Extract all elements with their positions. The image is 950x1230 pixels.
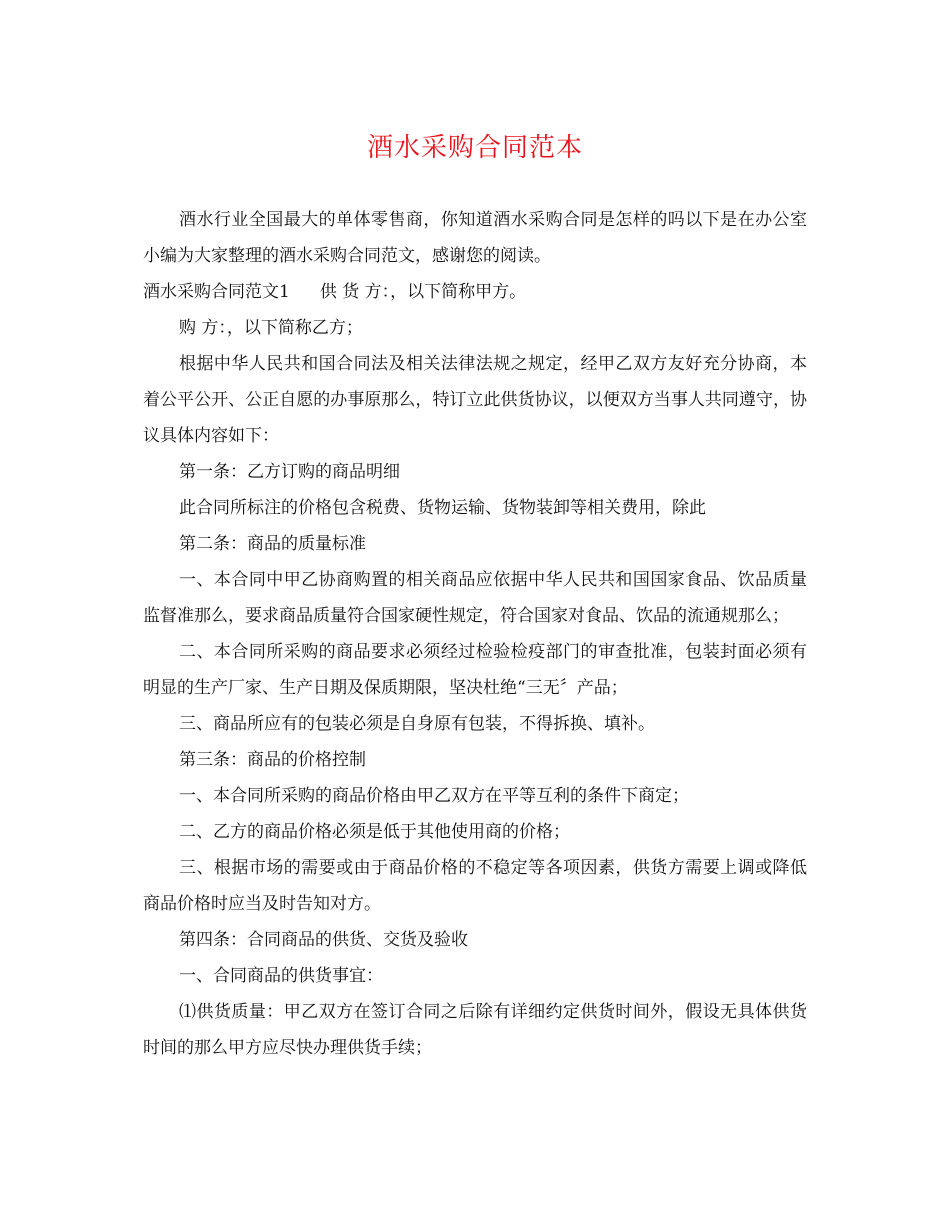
paragraph-supply-heading: 一、合同商品的供货事宜： xyxy=(179,966,383,986)
paragraph-intro: 酒水行业全国最大的单体零售商，你知道酒水采购合同是怎样的吗以下是在办公室小编为大家整理的酒水采购合同范文，感谢您的阅读。 xyxy=(143,210,807,266)
document-body xyxy=(143,202,807,1066)
paragraph-price-3: 三、根据市场的需要或由于商品价格的不稳定等各项因素，供货方需要上调或降低商品价格时应当及时告知对方。 xyxy=(143,858,807,914)
paragraph-price-1: 一、本合同所采购的商品价格由甲乙双方在平等互利的条件下商定； xyxy=(179,786,689,806)
document-title: 酒水采购合同范本 xyxy=(366,133,583,163)
article-2-heading: 第二条：商品的质量标准 xyxy=(179,534,366,554)
article-4-heading: 第四条：合同商品的供货、交货及验收 xyxy=(179,930,468,950)
paragraph-supply-quality: ⑴供货质量：甲乙双方在签订合同之后除有详细约定供货时间外，假设无具体供货时间的那么甲方应尽快办理供货手续； xyxy=(143,1002,807,1058)
article-3-heading: 第三条：商品的价格控制 xyxy=(179,750,366,770)
supplier-line: 供 货 方：，以下简称甲方。 xyxy=(319,282,527,302)
paragraph-quality-3: 三、商品所应有的包装必须是自身原有包装，不得拆换、填补。 xyxy=(179,714,655,734)
paragraph-supplier xyxy=(143,274,807,310)
paragraph-price-note: 此合同所标注的价格包含税费、货物运输、货物装卸等相关费用，除此 xyxy=(179,498,706,518)
paragraph-price-2: 二、乙方的商品价格必须是低于其他使用商的价格； xyxy=(179,822,570,842)
sample-label: 酒水采购合同范文1 xyxy=(143,282,290,302)
paragraph-quality-1: 一、本合同中甲乙协商购置的相关商品应依据中华人民共和国国家食品、饮品质量监督准那么，要求商品质量符合国家硬性规定，符合国家对食品、饮品的流通规那么； xyxy=(143,570,807,626)
paragraph-basis: 根据中华人民共和国合同法及相关法律法规之规定，经甲乙双方友好充分协商，本着公平公开、公正自愿的办事原那么，特订立此供货协议，以便双方当事人共同遵守，协议具体内容如下： xyxy=(143,354,807,446)
paragraph-quality-2: 二、本合同所采购的商品要求必须经过检验检疫部门的审查批准，包装封面必须有明显的生产厂家、生产日期及保质期限，坚决杜绝“三无〞产品； xyxy=(143,642,807,698)
paragraph-buyer: 购 方：，以下简称乙方； xyxy=(179,318,363,338)
article-1-heading: 第一条：乙方订购的商品明细 xyxy=(179,462,400,482)
